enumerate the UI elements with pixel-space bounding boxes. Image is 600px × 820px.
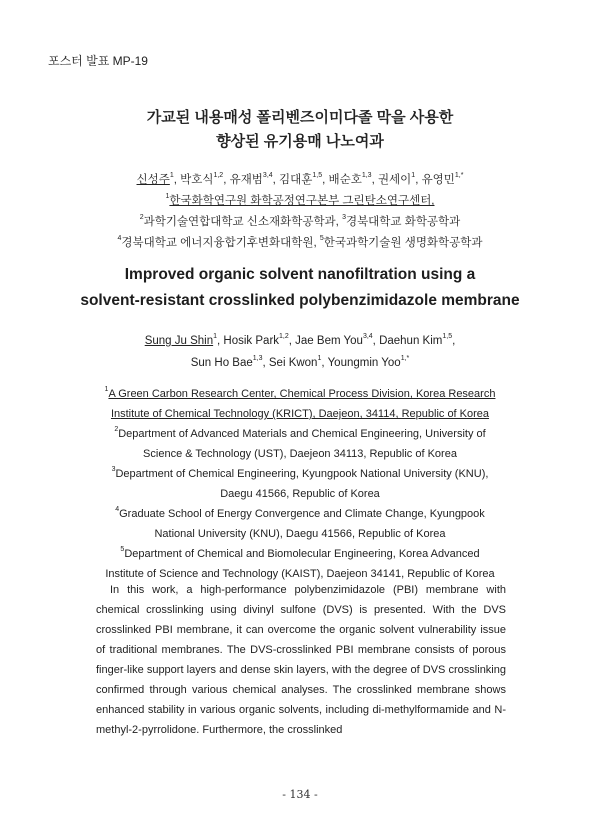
english-author-name: Sun Ho Bae [190,357,253,369]
english-author-sup: 1,5 [442,333,453,341]
korean-author-sup: 1,* [454,172,464,180]
affiliation-line: Institute of Chemical Technology (KRICT), Daejeon, 34114, Republic of Korea [110,408,490,420]
affiliation-text: A Green Carbon Research Center, Chemical Process Division, Korea Research [108,388,496,400]
english-author-name: Hosik Park [223,335,280,347]
english-author-name: Youngmin Yoo [327,357,401,369]
affiliation-sup: 1 [165,193,170,201]
affiliation-sup: 5 [319,235,324,243]
affiliation-line [94,464,506,484]
abstract-paragraph: In this work, a high-performance polybenzimidazole (PBI) membrane with chemical crosslinking using divinyl sulfone (DVS) is presented. With the DVS crosslinked PBI membrane, it can overcome the organic solvent vulnerability issue of traditional membranes. The DVS-crosslinked PBI membrane consists of porous finger-like support layers and dense skin layers, with the degree of DVS crosslinking confirmed through various chemical analyses. The crosslinked membrane shows enhanced stability in various organic solvents, including di-methylformamide and N-methyl-2-pyrrolidone. Furthermore, the crosslinked [96,584,506,736]
affiliation-text: Department of Advanced Materials and Chemical Engineering, University of [118,428,486,440]
affiliation-sup: 4 [117,235,122,243]
affiliation-sup: 1 [104,386,109,394]
affiliation-sup: 3 [111,466,116,474]
english-author-sup: 1,2 [279,333,289,341]
english-author-name: Sung Ju Shin [144,335,214,347]
korean-author-sup: 1,3 [361,172,372,180]
korean-author-name: 권세이 [377,174,412,186]
korean-author-sup: 1 [169,172,174,180]
korean-affiliation-line [40,212,560,233]
affiliation-line: National University (KNU), Daegu 41566, Republic of Korea [154,528,446,540]
korean-affiliation-line [40,191,560,212]
english-title-line-2: solvent-resistant crosslinked polybenzimidazole membrane [80,292,520,309]
korean-author-name: 배순호 [328,174,362,186]
english-affiliations [94,384,506,584]
english-author-line-1: Sung Ju Shin$^1$, Hosik Park$^{1,2}$, Jae Bem You$^{3,4}$, Daehun Kim$^{1,5}$, [144,333,456,347]
affiliation-text: Department of Chemical Engineering, Kyungpook National University (KNU), [115,468,489,480]
korean-author-sup: 1,2 [213,172,224,180]
english-author-name: Jae Bem You [295,335,363,347]
affiliation-text: Graduate School of Energy Convergence and Climate Change, Kyungpook [119,508,485,520]
affiliation-line [94,544,506,564]
korean-author-name: 김대훈 [279,174,313,186]
english-author-sup: 1 [213,333,218,341]
korean-affiliation-text: 한국과학기술원 생명화학공학과 [323,237,483,249]
english-author-sup: 1,3 [252,355,263,363]
abstract [96,580,506,740]
korean-affiliation-text: 경북대학교 화학공학과 [345,216,461,228]
affiliation-sup: 2 [114,426,119,434]
affiliation-sup: 4 [115,506,120,514]
affiliation-sup: 2 [139,214,144,222]
page-number: - 134 - [282,788,318,801]
korean-author-name: 신성주 [136,174,170,186]
affiliation-line: Daegu 41566, Republic of Korea [220,488,380,500]
korean-author-sup: 1 [411,172,416,180]
affiliation-line [94,384,506,404]
korean-author-name: 유재범 [229,174,263,186]
session-tag: 포스터 발표 MP-19 [48,54,148,68]
korean-title [40,106,560,154]
english-author-sup: 1 [317,355,322,363]
affiliation-line: Institute of Science and Technology (KAIST), Daejeon 34141, Republic of Korea [105,568,495,580]
english-author-name: Daehun Kim [379,335,443,347]
korean-author-name: 유영민 [421,174,455,186]
english-author-sup: 3,4 [362,333,373,341]
korean-affiliation-text: 과학기술연합대학교 신소재화학공학과, [143,216,343,228]
korean-author-block [40,170,560,254]
korean-title-line-2: 향상된 유기용매 나노여과 [216,133,384,150]
korean-author-sup: 3,4 [262,172,273,180]
korean-author-sup: 1,5 [312,172,323,180]
affiliation-line [94,424,506,444]
korean-author-name: 박호식 [180,174,214,186]
korean-affiliation-text: 한국화학연구원 화학공정연구본부 그린탄소연구센터, [169,195,435,207]
english-title [40,262,560,314]
korean-affiliation-text: 경북대학교 에너지융합기후변화대학원, [121,237,320,249]
english-author-block [40,330,560,374]
korean-author-list: 신성주$^1$, 박호식$^{1,2}$, 유재범$^{3,4}$, 김대훈$^{1,5}$, 배순호$^{1,3}$, 권세이$^1$, 유영민$^{1,*}$ [136,172,464,186]
affiliation-line: Science & Technology (UST), Daejeon 34113, Republic of Korea [143,448,457,460]
english-title-line-1: Improved organic solvent nanofiltration using a [124,266,476,283]
affiliation-sup: 3 [342,214,346,222]
korean-title-line-1: 가교된 내용매성 폴리벤즈이미다졸 막을 사용한 [146,109,454,126]
affiliation-line [94,504,506,524]
english-author-name: Sei Kwon [268,357,318,369]
affiliation-sup: 5 [120,546,125,554]
affiliation-text: Department of Chemical and Biomolecular Engineering, Korea Advanced [124,548,480,560]
korean-affiliation-line [40,233,560,254]
english-author-line-2: Sun Ho Bae$^{1,3}$, Sei Kwon$^1$, Youngmin Yoo$^{1,*}$ [190,355,410,369]
english-author-sup: 1,* [400,355,410,363]
